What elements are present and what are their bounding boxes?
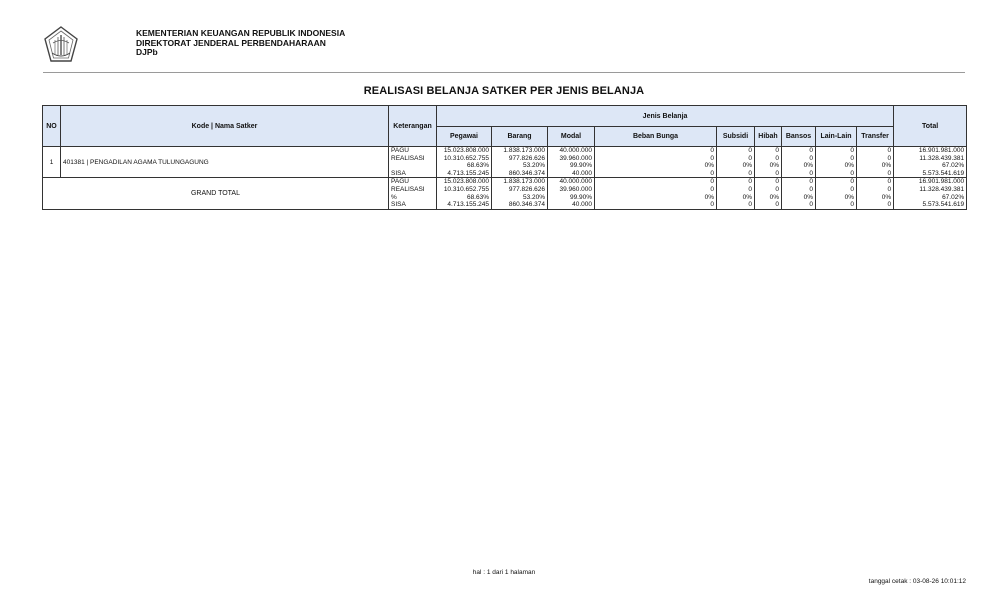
pegawai-pagu: 15.023.808.000 [443, 147, 489, 154]
ket-sisa: SISA [391, 201, 406, 209]
total-sisa: 5.573.541.619 [922, 169, 965, 177]
lain-lain-pagu: 0 [850, 147, 854, 154]
lain-lain-realisasi: 0 [850, 185, 854, 193]
page-indicator: hal : 1 dari 1 halaman [472, 569, 536, 576]
modal-percent: 99.90% [569, 193, 592, 201]
grand-total-label: GRAND TOTAL [43, 178, 389, 209]
subsidi-pagu: 0 [748, 147, 752, 154]
col-satker: Kode | Nama Satker [61, 106, 389, 147]
grand-total-row [43, 178, 967, 209]
barang-sisa: 860.346.374 [508, 169, 545, 177]
beban-bunga-realisasi: 0 [710, 154, 714, 162]
col-hibah: Hibah [755, 127, 782, 147]
hibah-percent: 0% [769, 193, 779, 201]
bansos-sisa: 0 [809, 201, 813, 209]
modal-realisasi: 39.960.000 [559, 185, 592, 193]
cell-pegawai [437, 147, 492, 178]
lain-lain-pagu: 0 [850, 178, 854, 186]
row-satker: 401381 | PENGADILAN AGAMA TULUNGAGUNG [61, 147, 389, 178]
total-pagu: 16.901.981.000 [918, 147, 965, 154]
total-percent: 67.02% [942, 193, 965, 201]
pegawai-sisa: 4.713.155.245 [447, 169, 489, 177]
bansos-sisa: 0 [809, 169, 813, 177]
bansos-pagu: 0 [809, 178, 813, 186]
beban-bunga-percent: 0% [704, 162, 714, 170]
subsidi-sisa: 0 [748, 201, 752, 209]
ket-realisasi: REALISASI [391, 154, 425, 162]
col-beban-bunga: Beban Bunga [595, 127, 717, 147]
pegawai-pagu: 15.023.808.000 [443, 178, 489, 186]
header-divider [43, 72, 965, 73]
hibah-percent: 0% [769, 162, 779, 170]
org-ministry: KEMENTERIAN KEUANGAN REPUBLIK INDONESIA [136, 28, 346, 38]
bansos-percent: 0% [803, 162, 813, 170]
col-pegawai: Pegawai [437, 127, 492, 147]
total-percent: 67.02% [942, 162, 965, 170]
col-lain-lain: Lain-Lain [816, 127, 857, 147]
beban-bunga-sisa: 0 [710, 169, 714, 177]
row-keterangan [389, 147, 437, 178]
hibah-realisasi: 0 [775, 185, 779, 193]
transfer-realisasi: 0 [887, 154, 892, 162]
modal-realisasi: 39.960.000 [559, 154, 592, 162]
subsidi-realisasi: 0 [748, 154, 752, 162]
pegawai-sisa: 4.713.155.245 [447, 201, 489, 209]
table-row [43, 147, 967, 178]
hibah-pagu: 0 [775, 147, 779, 154]
barang-percent: 53.20% [522, 193, 545, 201]
barang-percent: 53.20% [522, 162, 545, 170]
realisasi-table [42, 105, 967, 210]
ket-sisa: SISA [391, 169, 406, 177]
header-row [43, 106, 967, 127]
transfer-percent: 0% [881, 162, 892, 170]
pegawai-percent: 68.63% [466, 193, 489, 201]
modal-pagu: 40.000.000 [559, 147, 592, 154]
grand-beban-bunga [595, 178, 717, 209]
ket-pagu: PAGU [391, 147, 409, 154]
lain-lain-sisa: 0 [850, 201, 854, 209]
col-transfer: Transfer [857, 127, 894, 147]
col-subsidi: Subsidi [717, 127, 755, 147]
cell-total [894, 147, 967, 178]
cell-modal [548, 147, 595, 178]
grand-bansos [782, 178, 816, 209]
grand-lain-lain [816, 178, 857, 209]
grand-modal [548, 178, 595, 209]
hibah-pagu: 0 [775, 178, 779, 186]
grand-barang [492, 178, 548, 209]
total-realisasi: 11.328.439.381 [919, 154, 965, 162]
cell-hibah [755, 147, 782, 178]
cell-transfer [857, 147, 894, 178]
lain-lain-realisasi: 0 [850, 154, 854, 162]
hibah-realisasi: 0 [775, 154, 779, 162]
col-modal: Modal [548, 127, 595, 147]
cell-beban-bunga [595, 147, 717, 178]
grand-subsidi [717, 178, 755, 209]
bansos-realisasi: 0 [809, 185, 813, 193]
organization-name [136, 29, 345, 58]
org-abbrev: DJPb [136, 47, 158, 57]
transfer-sisa: 0 [887, 169, 892, 177]
transfer-realisasi: 0 [887, 185, 892, 193]
report-header [43, 24, 965, 72]
ket-percent [391, 162, 434, 170]
beban-bunga-sisa: 0 [710, 201, 714, 209]
lain-lain-sisa: 0 [850, 169, 854, 177]
ket-percent: % [391, 193, 397, 201]
cell-bansos [782, 147, 816, 178]
barang-realisasi: 977.826.626 [508, 185, 545, 193]
grand-hibah [755, 178, 782, 209]
col-group-jenis-belanja: Jenis Belanja [437, 106, 894, 127]
cell-barang [492, 147, 548, 178]
subsidi-realisasi: 0 [748, 185, 752, 193]
report-title: REALISASI BELANJA SATKER PER JENIS BELANJA [363, 85, 645, 97]
subsidi-pagu: 0 [748, 178, 752, 186]
modal-sisa: 40.000 [572, 201, 592, 209]
barang-sisa: 860.346.374 [508, 201, 545, 209]
total-sisa: 5.573.541.619 [922, 201, 965, 209]
hibah-sisa: 0 [775, 201, 779, 209]
barang-pagu: 1.838.173.000 [503, 147, 545, 154]
bansos-percent: 0% [803, 193, 813, 201]
cell-subsidi [717, 147, 755, 178]
grand-keterangan [389, 178, 437, 209]
beban-bunga-pagu: 0 [710, 147, 714, 154]
transfer-sisa: 0 [887, 201, 892, 209]
org-directorate: DIREKTORAT JENDERAL PERBENDAHARAAN [136, 37, 326, 48]
beban-bunga-realisasi: 0 [710, 185, 714, 193]
col-keterangan: Keterangan [389, 106, 437, 147]
bansos-pagu: 0 [809, 147, 813, 154]
total-pagu: 16.901.981.000 [918, 178, 965, 186]
hibah-sisa: 0 [775, 169, 779, 177]
transfer-percent: 0% [881, 193, 892, 201]
modal-percent: 99.90% [569, 162, 592, 170]
modal-pagu: 40.000.000 [559, 178, 592, 186]
lain-lain-percent: 0% [844, 193, 854, 201]
subsidi-percent: 0% [742, 193, 752, 201]
transfer-pagu: 0 [887, 147, 892, 154]
pegawai-realisasi: 10.310.652.755 [443, 154, 489, 162]
grand-pegawai [437, 178, 492, 209]
pegawai-percent: 68.63% [466, 162, 489, 170]
col-no: NO [43, 106, 61, 147]
print-timestamp: tanggal cetak : 03-08-26 10:01:12 [868, 578, 966, 585]
barang-pagu: 1.838.173.000 [503, 178, 545, 186]
cell-lain-lain [816, 147, 857, 178]
col-total: Total [894, 106, 967, 147]
lain-lain-percent: 0% [844, 162, 854, 170]
subsidi-sisa: 0 [748, 169, 752, 177]
modal-sisa: 40.000 [572, 169, 592, 177]
ket-pagu: PAGU [391, 178, 409, 186]
row-no: 1 [43, 147, 61, 178]
col-barang: Barang [492, 127, 548, 147]
bansos-realisasi: 0 [809, 154, 813, 162]
beban-bunga-percent: 0% [704, 193, 714, 201]
col-bansos: Bansos [782, 127, 816, 147]
total-realisasi: 11.328.439.381 [919, 185, 965, 193]
kemenkeu-emblem-icon [43, 26, 79, 64]
grand-transfer [857, 178, 894, 209]
beban-bunga-pagu: 0 [710, 178, 714, 186]
subsidi-percent: 0% [742, 162, 752, 170]
transfer-pagu: 0 [887, 178, 892, 186]
grand-total [894, 178, 967, 209]
pegawai-realisasi: 10.310.652.755 [443, 185, 489, 193]
ket-realisasi: REALISASI [391, 185, 425, 193]
barang-realisasi: 977.826.626 [508, 154, 545, 162]
